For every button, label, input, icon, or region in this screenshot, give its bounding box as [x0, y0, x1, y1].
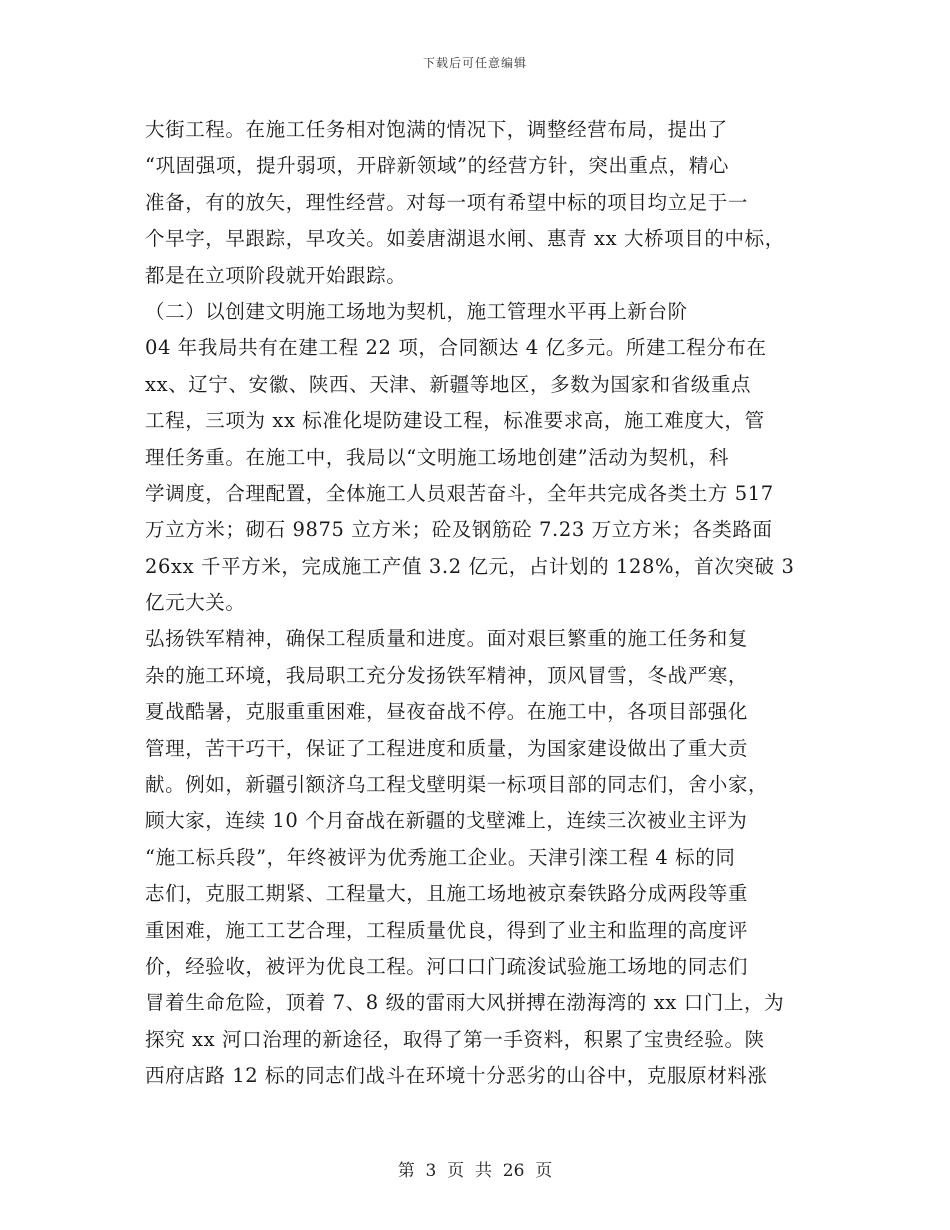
text-line: 西府店路 12 标的同志们战斗在环境十分恶劣的山谷中，克服原材料涨 — [145, 1064, 768, 1088]
text-line: 学调度，合理配置，全体施工人员艰苦奋斗，全年共完成各类土方 517 — [145, 481, 774, 505]
text-line: 04 年我局共有在建工程 22 项，合同额达 4 亿多元。所建工程分布在 — [145, 336, 767, 360]
text-line: 顾大家，连续 10 个月奋战在新疆的戈壁滩上，连续三次被业主评为 — [145, 809, 748, 833]
text-line: 大街工程。在施工任务相对饱满的情况下，调整经营布局，提出了 — [145, 118, 728, 141]
text-line: “巩固强项，提升弱项，开辟新领域”的经营方针，突出重点，精心 — [145, 154, 729, 178]
text-line: 弘扬铁军精神，确保工程质量和进度。面对艰巨繁重的施工任务和复 — [145, 627, 749, 651]
text-line: 工程，三项为 xx 标准化堤防建设工程，标准要求高，施工难度大，管 — [145, 409, 765, 433]
text-line: 个早字，早跟踪，早攻关。如姜唐湖退水闸、惠青 xx 大桥项目的中标， — [145, 227, 785, 251]
text-line: 亿元大关。 — [145, 591, 246, 615]
text-line: 夏战酷暑，克服重重困难，昼夜奋战不停。在施工中，各项目部强化 — [145, 700, 749, 724]
text-line: 26xx 千平方米，完成施工产值 3.2 亿元，占计划的 128%，首次突破 3 — [145, 554, 795, 578]
text-line: 冒着生命危险，顶着 7、8 级的雷雨大风拼搏在渤海湾的 xx 口门上，为 — [145, 991, 785, 1015]
text-line: 志们，克服工期紧、工程量大，且施工场地被京秦铁路分成两段等重 — [145, 882, 749, 906]
text-line: 都是在立项阶段就开始跟踪。 — [145, 263, 407, 287]
text-line: 准备，有的放矢，理性经营。对每一项有希望中标的项目均立足于一 — [145, 190, 749, 214]
text-line: 万立方米；砌石 9875 立方米；砼及钢筋砼 7.23 万立方米；各类路面 — [145, 518, 773, 542]
text-line: xx、辽宁、安徽、陕西、天津、新疆等地区，多数为国家和省级重点 — [145, 372, 752, 396]
text-line: “施工标兵段”，年终被评为优秀施工企业。天津引滦工程 4 标的同 — [145, 845, 736, 869]
text-line: 管理，苦干巧干，保证了工程进度和质量，为国家建设做出了重大贡 — [145, 736, 749, 760]
page-number: 第 3 页 共 26 页 — [397, 1161, 553, 1181]
page-header: 下载后可任意编辑 — [422, 56, 527, 70]
text-line: 探究 xx 河口治理的新途径，取得了第一手资料，积累了宝贵经验。陕 — [145, 1027, 765, 1051]
section-heading: （二）以创建文明施工场地为契机，施工管理水平再上新台阶 — [145, 299, 688, 323]
text-line: 献。例如，新疆引额济乌工程戈壁明渠一标项目部的同志们，舍小家， — [145, 773, 769, 797]
document-body — [145, 112, 815, 1095]
text-line: 理任务重。在施工中，我局以“文明施工场地创建”活动为契机，科 — [145, 445, 729, 469]
text-line: 价，经验收，被评为优良工程。河口口门疏浚试验施工场地的同志们 — [145, 954, 749, 978]
text-line: 杂的施工环境，我局职工充分发扬铁军精神，顶风冒雪，冬战严寒， — [145, 663, 749, 687]
text-line: 重困难，施工工艺合理，工程质量优良，得到了业主和监理的高度评 — [145, 918, 749, 942]
